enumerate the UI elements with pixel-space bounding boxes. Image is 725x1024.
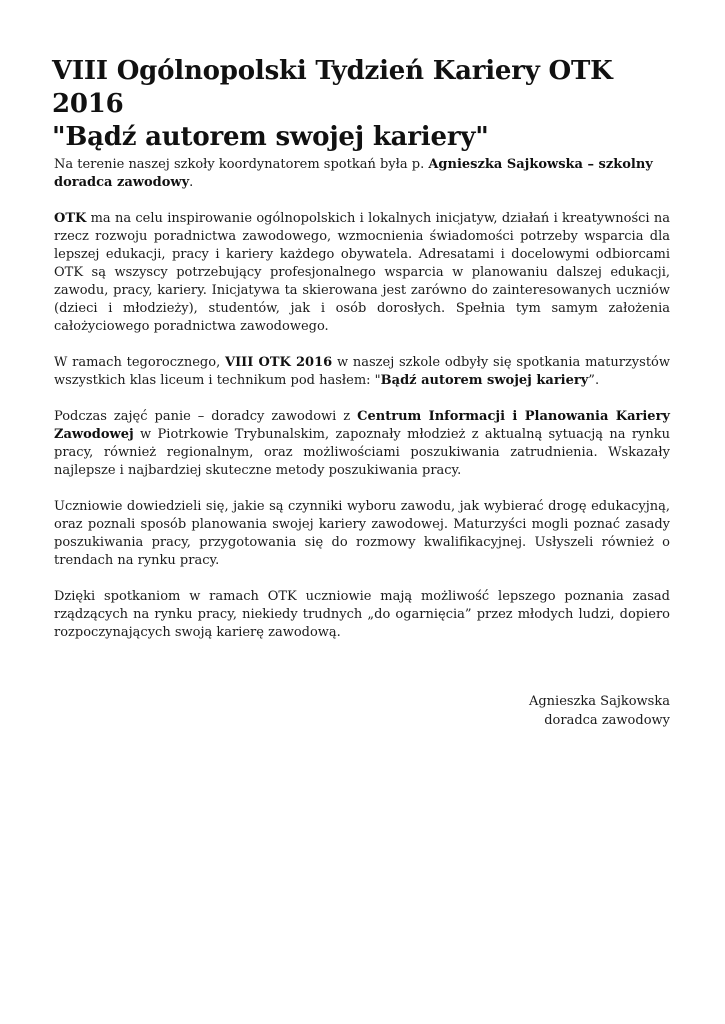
signature-role: doradca zawodowy [544,713,670,728]
article-body [54,156,670,660]
paragraph-students-learned-text: Uczniowie dowiedzieli się, jakie są czynniki wyboru zawodu, jak wybierać drogę edukacyjną, oraz poznali sposób planowania swojej kariery zawodowej. Maturzyści mogli poznać zasady poszukiwania pracy, przygotowania się do rozmowy kwalifikacyjnej. Usłyszeli również o trendach na rynku pracy. [54,499,670,568]
paragraph-coordinator [54,156,670,192]
paragraph-coordinator-end: . [189,175,194,190]
paragraph-this-year-text-2: w naszej szkole odbyły się spotkania maturzystów wszystkich klas liceum i technikum pod hasłem: " [54,355,670,388]
paragraph-this-year-text-1: W ramach tegorocznego, [54,355,225,370]
coordinator-name: Agnieszka Sajkowska – szkolny doradca zawodowy [54,157,653,190]
paragraph-summary-text: Dzięki spotkaniom w ramach OTK uczniowie mają możliwość lepszego poznania zasad rządzących na rynku pracy, niekiedy trudnych „do ogarnięcia” przez młodych ludzi, dopiero rozpoczynających swoją karierę zawodową. [54,589,670,640]
paragraph-otk-goals [54,210,670,336]
paragraph-otk-goals-text: ma na celu inspirowanie ogólnopolskich i lokalnych inicjatyw, działań i kreatywności na rzecz rozwoju poradnictwa zawodowego, wzmocnienia świadomości potrzeby wsparcia dla lepszej edukacji, pracy i kariery każdego obywatela. Adresatami i docelowymi odbiorcami OTK są wszyscy potrzebujący profesjonalnego wsparcia w planowaniu dalszej edukacji, zawodu, pracy, kariery. Inicjatywa ta skierowana jest zarówno do zainteresowanych uczniów (dzieci i młodzieży), studentów, jak i osób dorosłych. Spełnia tym samym założenia całożyciowego poradnictwa zawodowego. [54,211,670,334]
signature-block [529,692,670,730]
page-title-line-1: VIII Ogólnopolski Tydzień Kariery OTK 2016 [52,56,613,119]
paragraph-summary [54,588,670,642]
paragraph-students-learned [54,498,670,570]
paragraph-this-year-text-3: ”. [588,373,600,388]
paragraph-classes-text-1: Podczas zajęć panie – doradcy zawodowi z [54,409,358,424]
page-title-line-2: "Bądź autorem swojej kariery" [52,122,489,152]
event-edition: VIII OTK 2016 [225,355,333,370]
otk-abbrev: OTK [54,211,87,226]
paragraph-coordinator-text: Na terenie naszej szkoły koordynatorem spotkań była p. [54,157,429,172]
centre-name: Centrum Informacji i Planowania Kariery Zawodowej [54,409,670,442]
page-title [52,55,682,154]
paragraph-classes [54,408,670,480]
paragraph-this-year [54,354,670,390]
event-slogan: Bądź autorem swojej kariery [380,373,589,388]
paragraph-classes-text-2: w Piotrkowie Trybunalskim, zapoznały młodzież z aktualną sytuacją na rynku pracy, również regionalnym, oraz możliwościami poszukiwania zatrudnienia. Wskazały najlepsze i najbardziej skuteczne metody poszukiwania pracy. [54,427,670,478]
signature-name: Agnieszka Sajkowska [528,694,670,709]
